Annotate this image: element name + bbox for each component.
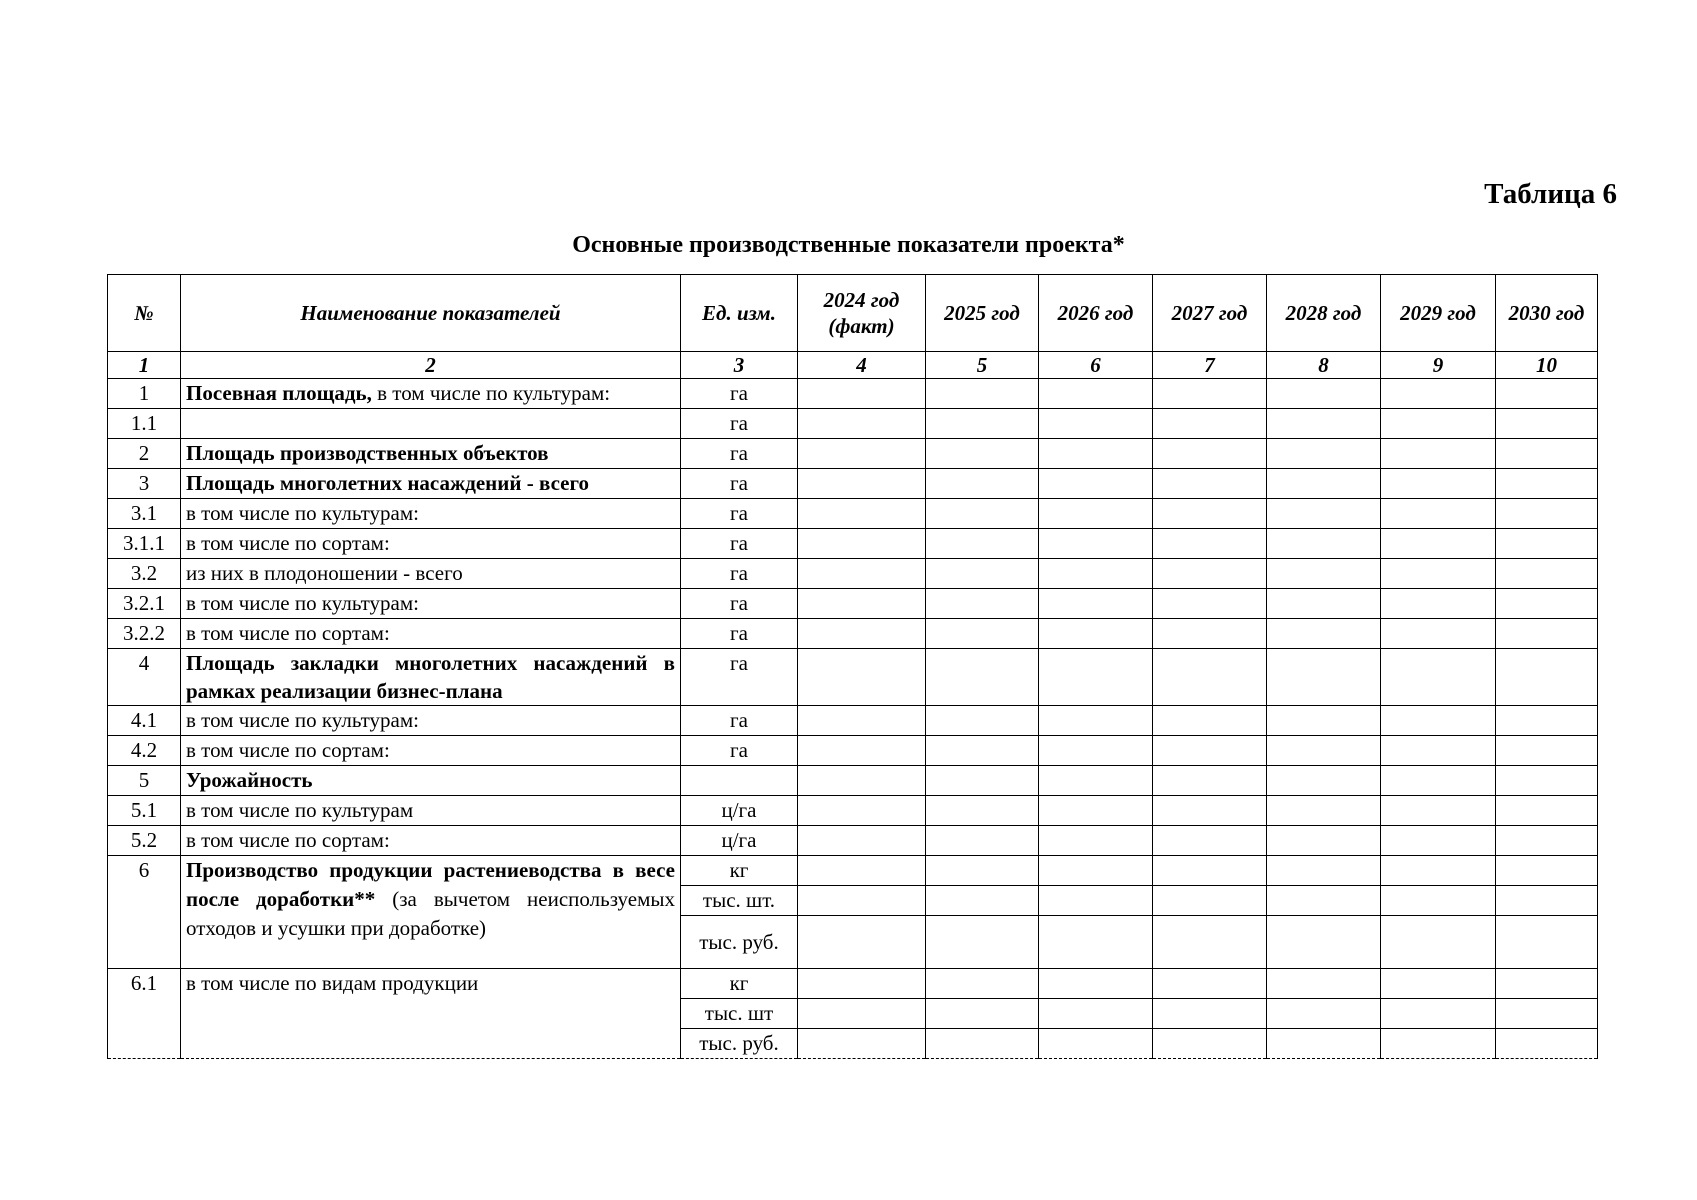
table-row <box>108 619 1598 649</box>
value-cell[interactable] <box>1039 999 1153 1029</box>
header-unit: Ед. изм. <box>681 275 798 352</box>
value-cell[interactable] <box>798 736 926 766</box>
value-cell[interactable] <box>1039 796 1153 826</box>
row-unit <box>681 766 798 796</box>
value-cell[interactable] <box>1039 916 1153 969</box>
value-cell[interactable] <box>798 796 926 826</box>
value-cell[interactable] <box>798 499 926 529</box>
row-number: 6 <box>108 856 181 969</box>
value-cell[interactable] <box>1267 916 1381 969</box>
header-2024: 2024 год (факт) <box>798 275 926 352</box>
header-2027: 2027 год <box>1153 275 1267 352</box>
row-name <box>181 736 681 766</box>
row-unit: га <box>681 469 798 499</box>
row-name-bold: Площадь многолетних насаждений - всего <box>186 471 589 495</box>
value-cell[interactable] <box>1267 886 1381 916</box>
table-row <box>108 706 1598 736</box>
value-cell[interactable] <box>1381 886 1496 916</box>
indicators-table <box>107 274 1598 1059</box>
value-cell[interactable] <box>1039 1029 1153 1059</box>
value-cell[interactable] <box>1267 826 1381 856</box>
row-name-rest: в том числе по культурам: <box>186 708 419 732</box>
value-cell[interactable] <box>926 589 1039 619</box>
row-unit: га <box>681 736 798 766</box>
column-number-row <box>108 352 1598 379</box>
value-cell[interactable] <box>798 916 926 969</box>
row-name-text <box>186 856 675 943</box>
column-number: 2 <box>181 352 681 379</box>
value-cell[interactable] <box>926 499 1039 529</box>
header-2029: 2029 год <box>1381 275 1496 352</box>
column-number: 1 <box>108 352 181 379</box>
value-cell[interactable] <box>1267 559 1381 589</box>
value-cell[interactable] <box>1496 589 1598 619</box>
row-unit: кг <box>681 856 798 886</box>
value-cell[interactable] <box>926 439 1039 469</box>
table-label: Таблица 6 <box>1484 178 1617 210</box>
value-cell[interactable] <box>798 619 926 649</box>
value-cell[interactable] <box>1153 469 1267 499</box>
row-unit: га <box>681 559 798 589</box>
row-unit: га <box>681 499 798 529</box>
row-number: 1 <box>108 379 181 409</box>
value-cell[interactable] <box>1496 886 1598 916</box>
value-cell[interactable] <box>1153 649 1267 706</box>
value-cell[interactable] <box>1267 856 1381 886</box>
value-cell[interactable] <box>1267 439 1381 469</box>
value-cell[interactable] <box>1496 499 1598 529</box>
value-cell[interactable] <box>926 559 1039 589</box>
row-number: 4.2 <box>108 736 181 766</box>
value-cell[interactable] <box>1153 589 1267 619</box>
value-cell[interactable] <box>926 409 1039 439</box>
value-cell[interactable] <box>1381 826 1496 856</box>
value-cell[interactable] <box>926 856 1039 886</box>
table-row <box>108 529 1598 559</box>
value-cell[interactable] <box>1381 1029 1496 1059</box>
value-cell[interactable] <box>1496 619 1598 649</box>
row-unit: тыс. руб. <box>681 916 798 969</box>
row-name <box>181 379 681 409</box>
value-cell[interactable] <box>1153 969 1267 999</box>
value-cell[interactable] <box>1267 529 1381 559</box>
row-name <box>181 619 681 649</box>
value-cell[interactable] <box>798 856 926 886</box>
value-cell[interactable] <box>798 706 926 736</box>
value-cell[interactable] <box>1267 589 1381 619</box>
row-number: 4.1 <box>108 706 181 736</box>
value-cell[interactable] <box>1381 736 1496 766</box>
row-name-bold: Посевная площадь, <box>186 381 372 405</box>
value-cell[interactable] <box>926 529 1039 559</box>
value-cell[interactable] <box>798 649 926 706</box>
value-cell[interactable] <box>798 886 926 916</box>
row-name-bold: Площадь производственных объектов <box>186 441 549 465</box>
value-cell[interactable] <box>926 649 1039 706</box>
row-name-bold: Площадь закладки многолетних насаждений в рамках реализации бизнес-плана <box>186 651 675 703</box>
value-cell[interactable] <box>1496 796 1598 826</box>
value-cell[interactable] <box>1153 379 1267 409</box>
row-number: 5.2 <box>108 826 181 856</box>
row-unit: тыс. шт. <box>681 886 798 916</box>
value-cell[interactable] <box>1153 736 1267 766</box>
value-cell[interactable] <box>1381 439 1496 469</box>
row-unit: га <box>681 706 798 736</box>
value-cell[interactable] <box>926 999 1039 1029</box>
row-name-bold: Урожайность <box>186 768 313 792</box>
value-cell[interactable] <box>1039 969 1153 999</box>
value-cell[interactable] <box>1381 559 1496 589</box>
row-name-rest: в том числе по сортам: <box>186 531 390 555</box>
value-cell[interactable] <box>1039 589 1153 619</box>
value-cell[interactable] <box>1381 999 1496 1029</box>
value-cell[interactable] <box>1496 409 1598 439</box>
row-unit: ц/га <box>681 826 798 856</box>
value-cell[interactable] <box>798 469 926 499</box>
value-cell[interactable] <box>926 796 1039 826</box>
row-name-rest: из них в плодоношении - всего <box>186 561 463 585</box>
value-cell[interactable] <box>1039 499 1153 529</box>
value-cell[interactable] <box>1039 856 1153 886</box>
value-cell[interactable] <box>798 379 926 409</box>
header-2026: 2026 год <box>1039 275 1153 352</box>
value-cell[interactable] <box>1267 409 1381 439</box>
table-row <box>108 469 1598 499</box>
column-number: 6 <box>1039 352 1153 379</box>
value-cell[interactable] <box>1267 379 1381 409</box>
value-cell[interactable] <box>1153 916 1267 969</box>
row-name <box>181 559 681 589</box>
row-number: 3.1.1 <box>108 529 181 559</box>
value-cell[interactable] <box>798 589 926 619</box>
row-number: 3.1 <box>108 499 181 529</box>
value-cell[interactable] <box>1153 826 1267 856</box>
row-name-rest: в том числе по сортам: <box>186 738 390 762</box>
row-unit: га <box>681 619 798 649</box>
row-unit: га <box>681 529 798 559</box>
value-cell[interactable] <box>1381 969 1496 999</box>
row-name-rest: в том числе по культурам: <box>371 381 611 405</box>
table-row <box>108 826 1598 856</box>
row-name <box>181 439 681 469</box>
table-row <box>108 649 1598 706</box>
row-number: 4 <box>108 649 181 706</box>
table-row-6a <box>108 856 1598 886</box>
value-cell[interactable] <box>926 379 1039 409</box>
column-number: 8 <box>1267 352 1381 379</box>
row-name <box>181 499 681 529</box>
value-cell[interactable] <box>1039 409 1153 439</box>
value-cell[interactable] <box>1153 499 1267 529</box>
value-cell[interactable] <box>1381 619 1496 649</box>
value-cell[interactable] <box>1267 1029 1381 1059</box>
row-number: 3 <box>108 469 181 499</box>
value-cell[interactable] <box>1381 529 1496 559</box>
value-cell[interactable] <box>1381 589 1496 619</box>
value-cell[interactable] <box>798 409 926 439</box>
value-cell[interactable] <box>1153 766 1267 796</box>
value-cell[interactable] <box>1496 559 1598 589</box>
row-unit: га <box>681 409 798 439</box>
table-row <box>108 736 1598 766</box>
value-cell[interactable] <box>1381 649 1496 706</box>
value-cell[interactable] <box>926 969 1039 999</box>
value-cell[interactable] <box>1153 619 1267 649</box>
value-cell[interactable] <box>1496 969 1598 999</box>
value-cell[interactable] <box>1267 969 1381 999</box>
value-cell[interactable] <box>1267 619 1381 649</box>
header-name: Наименование показателей <box>181 275 681 352</box>
table-row <box>108 796 1598 826</box>
value-cell[interactable] <box>1381 409 1496 439</box>
column-number: 9 <box>1381 352 1496 379</box>
column-number: 5 <box>926 352 1039 379</box>
row-unit: га <box>681 439 798 469</box>
value-cell[interactable] <box>1381 379 1496 409</box>
value-cell[interactable] <box>1039 649 1153 706</box>
value-cell[interactable] <box>1267 736 1381 766</box>
value-cell[interactable] <box>1039 379 1153 409</box>
table-row <box>108 559 1598 589</box>
value-cell[interactable] <box>926 706 1039 736</box>
row-name-rest: в том числе по культурам <box>186 798 414 822</box>
value-cell[interactable] <box>1496 766 1598 796</box>
value-cell[interactable] <box>1496 379 1598 409</box>
row-number: 3.2 <box>108 559 181 589</box>
row-unit: га <box>681 649 798 706</box>
value-cell[interactable] <box>1496 1029 1598 1059</box>
row-unit: кг <box>681 969 798 999</box>
row-number: 5 <box>108 766 181 796</box>
value-cell[interactable] <box>798 439 926 469</box>
value-cell[interactable] <box>1039 706 1153 736</box>
header-no: № <box>108 275 181 352</box>
value-cell[interactable] <box>1153 559 1267 589</box>
value-cell[interactable] <box>798 559 926 589</box>
value-cell[interactable] <box>1039 886 1153 916</box>
value-cell[interactable] <box>1381 796 1496 826</box>
value-cell[interactable] <box>1039 559 1153 589</box>
row-name <box>181 469 681 499</box>
value-cell[interactable] <box>1153 706 1267 736</box>
value-cell[interactable] <box>1496 736 1598 766</box>
value-cell[interactable] <box>1496 856 1598 886</box>
value-cell[interactable] <box>798 766 926 796</box>
value-cell[interactable] <box>1496 706 1598 736</box>
value-cell[interactable] <box>1267 766 1381 796</box>
value-cell[interactable] <box>1496 649 1598 706</box>
value-cell[interactable] <box>1496 469 1598 499</box>
row-name: в том числе по видам продукции <box>181 969 681 1059</box>
value-cell[interactable] <box>1153 1029 1267 1059</box>
value-cell[interactable] <box>1039 766 1153 796</box>
value-cell[interactable] <box>926 916 1039 969</box>
column-number: 7 <box>1153 352 1267 379</box>
value-cell[interactable] <box>1039 826 1153 856</box>
column-number: 3 <box>681 352 798 379</box>
value-cell[interactable] <box>1153 796 1267 826</box>
value-cell[interactable] <box>1267 706 1381 736</box>
value-cell[interactable] <box>1039 439 1153 469</box>
value-cell[interactable] <box>1039 469 1153 499</box>
row-name-rest: (за вычетом неиспользуемых отходов и усушки при доработке) <box>186 887 675 940</box>
row-unit: ц/га <box>681 796 798 826</box>
value-cell[interactable] <box>926 469 1039 499</box>
column-number: 4 <box>798 352 926 379</box>
row-name-rest: в том числе по культурам: <box>186 591 419 615</box>
row-unit: га <box>681 379 798 409</box>
row-number: 3.2.2 <box>108 619 181 649</box>
value-cell[interactable] <box>926 766 1039 796</box>
row-name-rest: в том числе по культурам: <box>186 501 419 525</box>
row-name <box>181 409 681 439</box>
row-number: 6.1 <box>108 969 181 1059</box>
row-name <box>181 529 681 559</box>
row-name-bold: Производство продукции растениеводства в весе после доработки** <box>186 858 675 911</box>
row-name <box>181 706 681 736</box>
value-cell[interactable] <box>1381 469 1496 499</box>
table-row <box>108 439 1598 469</box>
value-cell[interactable] <box>926 1029 1039 1059</box>
row-name <box>181 766 681 796</box>
value-cell[interactable] <box>798 529 926 559</box>
value-cell[interactable] <box>1153 529 1267 559</box>
table-title: Основные производственные показатели проекта* <box>572 232 1125 258</box>
row-number: 2 <box>108 439 181 469</box>
row-number: 3.2.1 <box>108 589 181 619</box>
table-row <box>108 409 1598 439</box>
value-cell[interactable] <box>1153 999 1267 1029</box>
value-cell[interactable] <box>1381 856 1496 886</box>
value-cell[interactable] <box>1496 439 1598 469</box>
value-cell[interactable] <box>1039 736 1153 766</box>
value-cell[interactable] <box>1267 469 1381 499</box>
value-cell[interactable] <box>1153 886 1267 916</box>
value-cell[interactable] <box>1153 409 1267 439</box>
value-cell[interactable] <box>1496 916 1598 969</box>
row-unit: тыс. шт <box>681 999 798 1029</box>
value-cell[interactable] <box>1153 856 1267 886</box>
value-cell[interactable] <box>926 826 1039 856</box>
row-name <box>181 826 681 856</box>
table-row <box>108 379 1598 409</box>
value-cell[interactable] <box>1267 999 1381 1029</box>
row-name <box>181 796 681 826</box>
header-2025: 2025 год <box>926 275 1039 352</box>
table-row <box>108 499 1598 529</box>
value-cell[interactable] <box>1039 529 1153 559</box>
table-row <box>108 589 1598 619</box>
value-cell[interactable] <box>926 736 1039 766</box>
header-2028: 2028 год <box>1267 275 1381 352</box>
row-name <box>181 589 681 619</box>
header-2030: 2030 год <box>1496 275 1598 352</box>
value-cell[interactable] <box>1496 999 1598 1029</box>
value-cell[interactable] <box>1381 499 1496 529</box>
value-cell[interactable] <box>1267 649 1381 706</box>
row-name-rest: в том числе по сортам: <box>186 828 390 852</box>
table-row <box>108 766 1598 796</box>
value-cell[interactable] <box>1267 499 1381 529</box>
table-row-61a <box>108 969 1598 999</box>
value-cell[interactable] <box>1381 706 1496 736</box>
value-cell[interactable] <box>1381 766 1496 796</box>
value-cell[interactable] <box>798 999 926 1029</box>
value-cell[interactable] <box>798 969 926 999</box>
value-cell[interactable] <box>1381 916 1496 969</box>
value-cell[interactable] <box>1039 619 1153 649</box>
value-cell[interactable] <box>798 1029 926 1059</box>
header-row <box>108 275 1598 352</box>
row-unit: тыс. руб. <box>681 1029 798 1059</box>
value-cell[interactable] <box>1153 439 1267 469</box>
value-cell[interactable] <box>926 619 1039 649</box>
value-cell[interactable] <box>1496 826 1598 856</box>
row-name-rest: в том числе по сортам: <box>186 621 390 645</box>
value-cell[interactable] <box>1496 529 1598 559</box>
value-cell[interactable] <box>926 886 1039 916</box>
row-name <box>181 856 681 969</box>
value-cell[interactable] <box>1267 796 1381 826</box>
row-unit: га <box>681 589 798 619</box>
value-cell[interactable] <box>798 826 926 856</box>
row-number: 5.1 <box>108 796 181 826</box>
row-name <box>181 649 681 706</box>
row-number: 1.1 <box>108 409 181 439</box>
column-number: 10 <box>1496 352 1598 379</box>
